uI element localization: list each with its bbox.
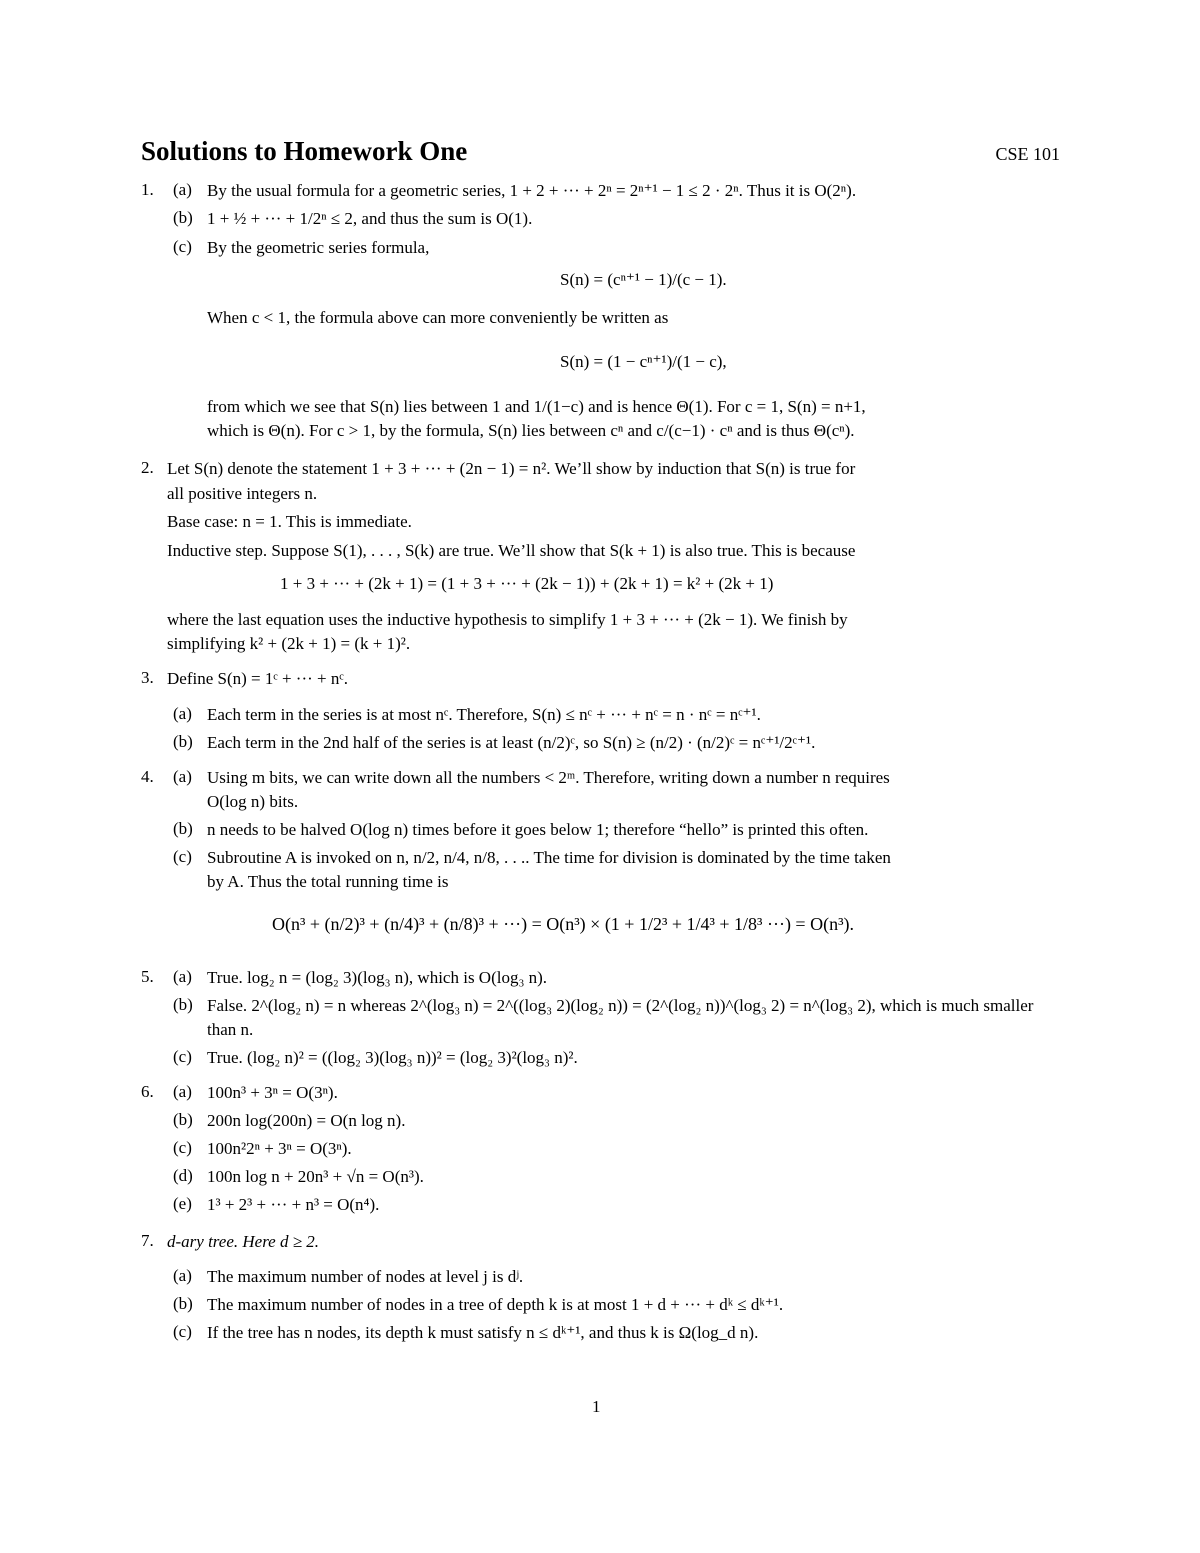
problem-text: 100n³ + 3ⁿ = O(3ⁿ). [207,1083,338,1102]
problem-text: The maximum number of nodes at level j is dʲ. [207,1267,524,1286]
equation: S(n) = (1 − cⁿ⁺¹)/(1 − c), [560,352,727,371]
part-label: (b) [173,995,193,1014]
page-title: Solutions to Homework One [141,136,468,166]
problem-text: Each term in the 2nd half of the series is at least (n/2)ᶜ, so S(n) ≥ (n/2) · (n/2)ᶜ = nᶜ⁺¹/2ᶜ⁺¹. [207,733,816,752]
problem-text: than n. [207,1020,254,1039]
problem-text: 100n²2ⁿ + 3ⁿ = O(3ⁿ). [207,1139,352,1158]
problem-text: 200n log(200n) = O(n log n). [207,1111,406,1130]
part-label: (a) [173,1082,192,1101]
problem-number: 2. [141,458,154,477]
problem-text: True. log₂ n = (log₂ 3)(log₃ n), which is O(log₃ n). [207,968,548,987]
problem-text: 1 + ½ + ··· + 1/2ⁿ ≤ 2, and thus the sum is O(1). [207,209,533,228]
problem-text: n needs to be halved O(log n) times before it goes below 1; therefore “hello” is printed this often. [207,820,869,839]
part-label: (a) [173,767,192,786]
equation: S(n) = (cⁿ⁺¹ − 1)/(c − 1). [560,270,727,289]
part-label: (c) [173,237,192,256]
problem-text: O(log n) bits. [207,792,299,811]
problem-number: 6. [141,1082,154,1101]
problem-text: d-ary tree. Here d ≥ 2. [167,1232,320,1251]
problem-text: True. (log₂ n)² = ((log₂ 3)(log₃ n))² = (log₂ 3)²(log₃ n)². [207,1048,578,1067]
part-label: (a) [173,1266,192,1285]
part-label: (c) [173,1047,192,1066]
part-label: (b) [173,819,193,838]
problem-text: Using m bits, we can write down all the numbers < 2ᵐ. Therefore, writing down a number n requires [207,768,890,787]
problem-text: which is Θ(n). For c > 1, by the formula, S(n) lies between cⁿ and c/(c−1) · cⁿ and is thus Θ(cⁿ). [207,421,855,440]
problem-number: 3. [141,668,154,687]
part-label: (c) [173,1138,192,1157]
problem-text: simplifying k² + (2k + 1) = (k + 1)². [167,634,411,653]
part-label: (b) [173,1110,193,1129]
problem-text: Inductive step. Suppose S(1), . . . , S(k) are true. We’ll show that S(k + 1) is also true. This is because [167,541,856,560]
problem-text: False. 2^(log₂ n) = n whereas 2^(log₃ n) = 2^((log₃ 2)(log₂ n)) = (2^(log₂ n))^(log₃ 2) = n^(log₃ 2), which is much smaller [207,996,1034,1015]
part-label: (b) [173,208,193,227]
problem-text: 100n log n + 20n³ + √n = O(n³). [207,1167,424,1186]
part-label: (c) [173,1322,192,1341]
problem-number: 1. [141,180,154,199]
part-label: (a) [173,967,192,986]
part-label: (c) [173,847,192,866]
part-label: (d) [173,1166,193,1185]
problem-text: Each term in the series is at most nᶜ. Therefore, S(n) ≤ nᶜ + ··· + nᶜ = n · nᶜ = nᶜ⁺¹. [207,705,761,724]
problem-text: Subroutine A is invoked on n, n/2, n/4, n/8, . . .. The time for division is dominated by the time taken [207,848,891,867]
problem-text: by A. Thus the total running time is [207,872,449,891]
problem-text: 1³ + 2³ + ··· + n³ = O(n⁴). [207,1195,380,1214]
equation: O(n³ + (n/2)³ + (n/4)³ + (n/8)³ + ···) = O(n³) × (1 + 1/2³ + 1/4³ + 1/8³ ···) = O(n³). [272,914,854,934]
problem-text: By the geometric series formula, [207,238,430,257]
problem-text: Let S(n) denote the statement 1 + 3 + ··· + (2n − 1) = n². We’ll show by induction that S(n) is true for [167,459,856,478]
problem-text: By the usual formula for a geometric series, 1 + 2 + ··· + 2ⁿ = 2ⁿ⁺¹ − 1 ≤ 2 · 2ⁿ. Thus it is O(2ⁿ). [207,181,857,200]
problem-text: The maximum number of nodes in a tree of depth k is at most 1 + d + ··· + dᵏ ≤ dᵏ⁺¹. [207,1295,784,1314]
part-label: (b) [173,1294,193,1313]
part-label: (a) [173,180,192,199]
problem-text: When c < 1, the formula above can more conveniently be written as [207,308,669,327]
course-label: CSE 101 [995,144,1060,164]
equation: 1 + 3 + ··· + (2k + 1) = (1 + 3 + ··· + (2k − 1)) + (2k + 1) = k² + (2k + 1) [280,574,774,593]
problem-text: Define S(n) = 1ᶜ + ··· + nᶜ. [167,669,348,688]
page-number: 1 [592,1397,601,1416]
problem-number: 7. [141,1231,154,1250]
problem-text: all positive integers n. [167,484,318,503]
problem-number: 4. [141,767,154,786]
part-label: (a) [173,704,192,723]
problem-text: If the tree has n nodes, its depth k must satisfy n ≤ dᵏ⁺¹, and thus k is Ω(log_d n). [207,1323,759,1342]
part-label: (b) [173,732,193,751]
part-label: (e) [173,1194,192,1213]
problem-number: 5. [141,967,154,986]
problem-text: from which we see that S(n) lies between 1 and 1/(1−c) and is hence Θ(1). For c = 1, S(n) = n+1, [207,397,866,416]
problem-text: where the last equation uses the inductive hypothesis to simplify 1 + 3 + ··· + (2k − 1). We finish by [167,610,848,629]
header [141,136,1060,172]
problem-text: Base case: n = 1. This is immediate. [167,512,412,531]
